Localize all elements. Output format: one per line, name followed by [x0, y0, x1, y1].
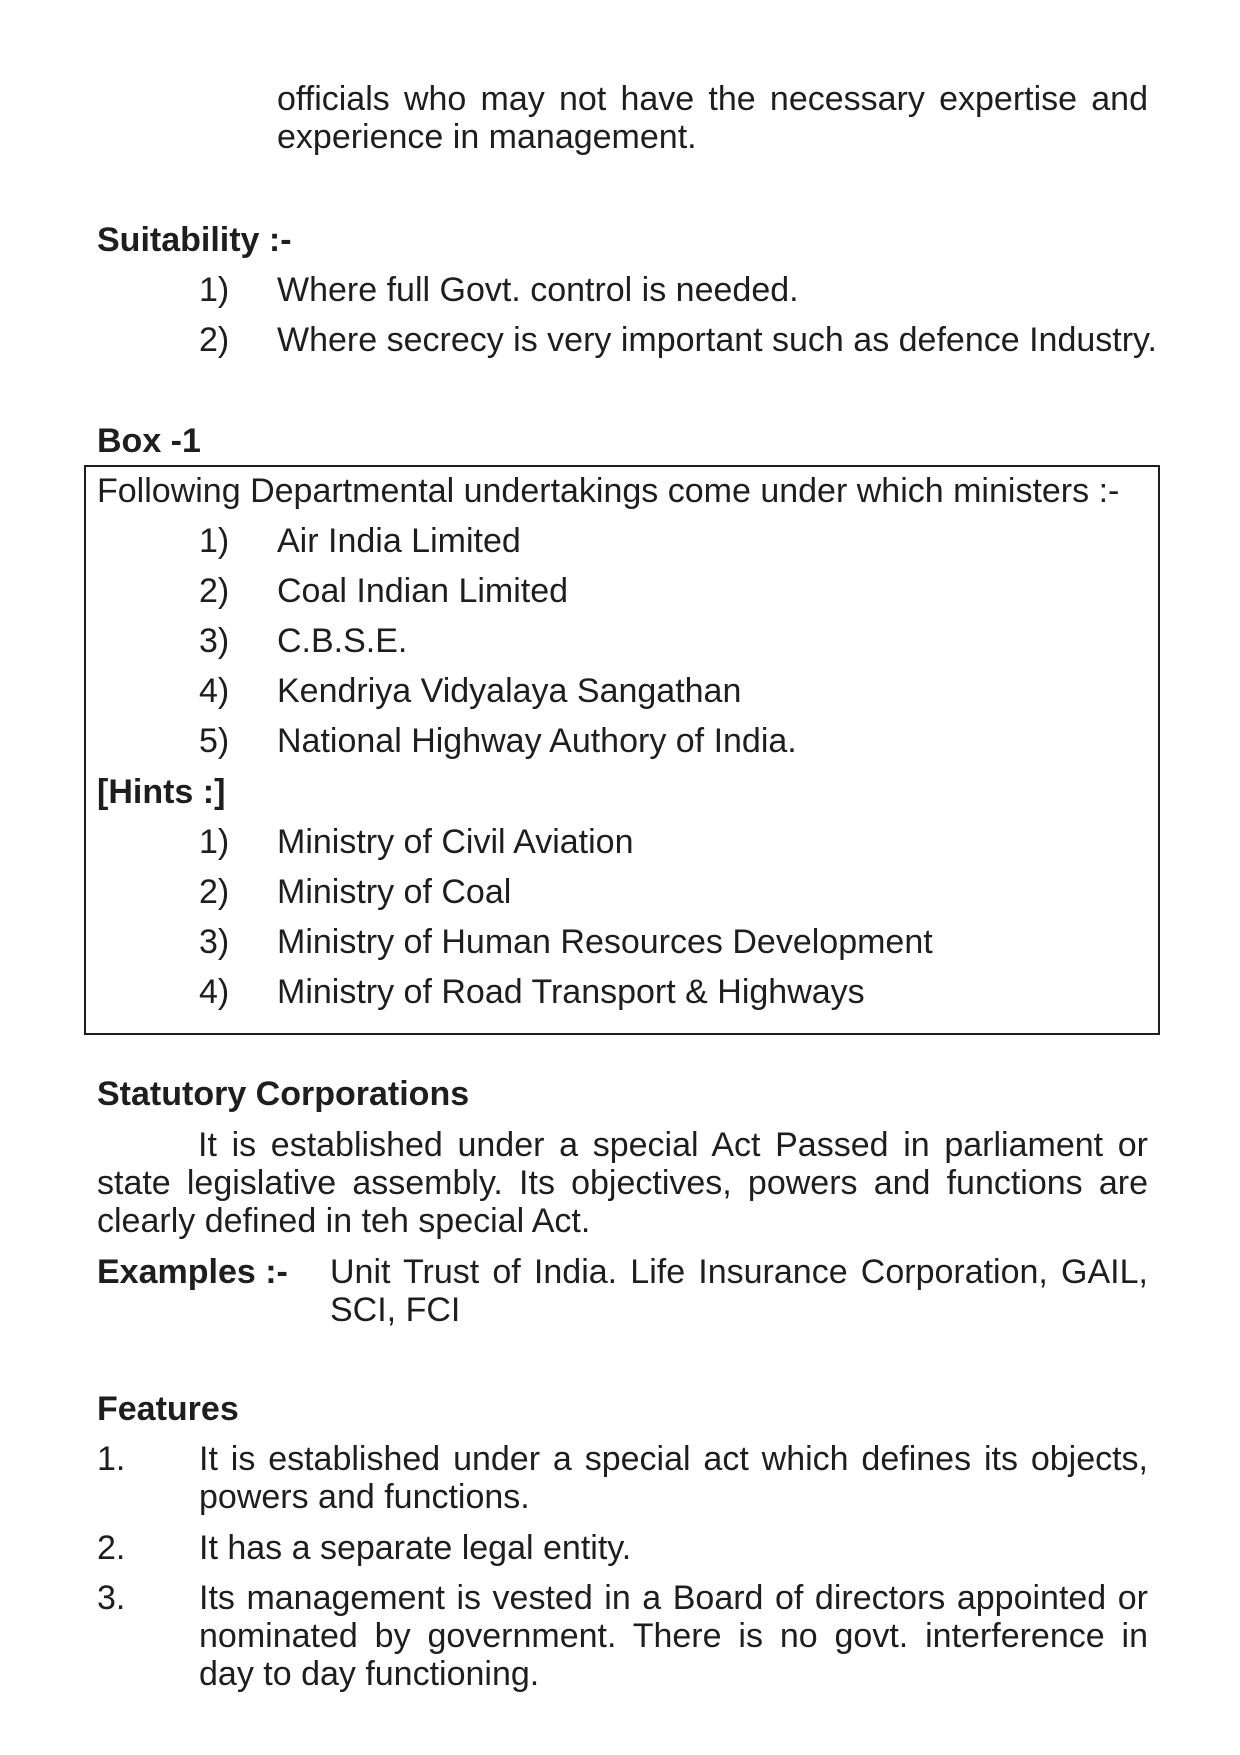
list-number: 1. [97, 1440, 126, 1478]
list-text: Ministry of Civil Aviation [277, 823, 634, 861]
box-question: Following Departmental undertakings come under which ministers :- [97, 472, 1120, 510]
box-label: Box -1 [97, 422, 201, 460]
list-item [0, 522, 1240, 566]
list-number: 1) [199, 271, 230, 309]
list-text: C.B.S.E. [277, 622, 408, 660]
suitability-heading: Suitability :- [97, 221, 292, 259]
list-number: 1) [199, 522, 230, 560]
list-number: 2) [199, 321, 230, 359]
list-item [0, 572, 1240, 616]
list-item [0, 722, 1240, 766]
list-item [0, 923, 1240, 967]
list-text: National Highway Authory of India. [277, 722, 797, 760]
list-text: Ministry of Road Transport & Highways [277, 973, 865, 1011]
list-item [0, 271, 1240, 315]
list-number: 3) [199, 622, 230, 660]
features-heading: Features [97, 1390, 239, 1428]
list-number: 2) [199, 572, 230, 610]
list-item [0, 823, 1240, 867]
list-number: 4) [199, 973, 230, 1011]
list-number: 2) [199, 873, 230, 911]
list-number: 1) [199, 823, 230, 861]
list-number: 4) [199, 672, 230, 710]
statutory-paragraph: It is established under a special Act Passed in parliament or state legislative assembly. Its objectives, powers and functions are clearly defined in teh special Act. [97, 1126, 1148, 1240]
list-text: Air India Limited [277, 522, 521, 560]
list-text: It is established under a special act which defines its objects, powers and functions. [199, 1440, 1148, 1516]
list-text: Where secrecy is very important such as defence Industry. [277, 321, 1157, 359]
list-item [0, 973, 1240, 1017]
list-number: 3) [199, 923, 230, 961]
statutory-heading: Statutory Corporations [97, 1075, 470, 1113]
examples-label: Examples :- [97, 1253, 288, 1291]
list-text: Coal Indian Limited [277, 572, 569, 610]
list-text: Kendriya Vidyalaya Sangathan [277, 672, 742, 710]
list-text: Where full Govt. control is needed. [277, 271, 799, 309]
list-text: Ministry of Coal [277, 873, 512, 911]
list-text: Its management is vested in a Board of directors appointed or nominated by government. There is no govt. interference in day to day functioning. [199, 1579, 1148, 1693]
list-item [0, 622, 1240, 666]
list-number: 2. [97, 1529, 126, 1567]
list-item [0, 672, 1240, 716]
list-text: It has a separate legal entity. [199, 1529, 632, 1567]
list-item [0, 873, 1240, 917]
examples-text: Unit Trust of India. Life Insurance Corporation, GAIL, SCI, FCI [330, 1253, 1148, 1329]
hints-heading: [Hints :] [97, 773, 226, 811]
list-number: 5) [199, 722, 230, 760]
intro-paragraph: officials who may not have the necessary expertise and experience in management. [277, 80, 1148, 156]
list-text: Ministry of Human Resources Development [277, 923, 933, 961]
list-number: 3. [97, 1579, 126, 1617]
list-item [0, 321, 1240, 365]
